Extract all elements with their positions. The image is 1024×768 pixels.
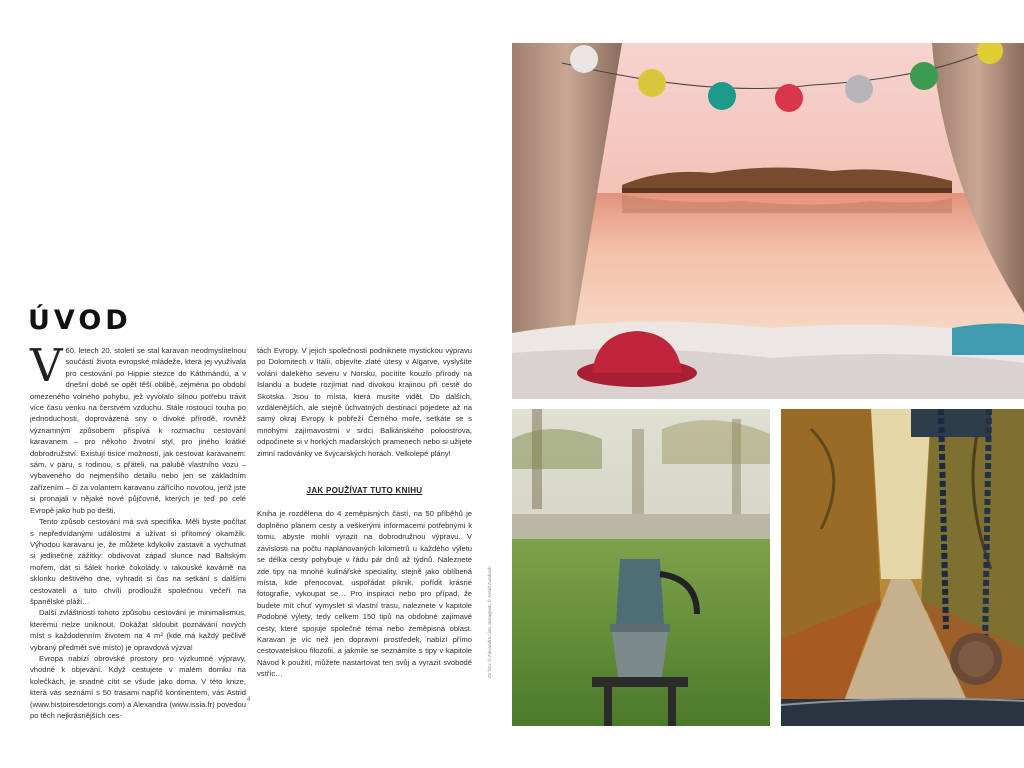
section-title: ÚVOD (28, 305, 132, 336)
photo-credits: Ze foto: © Alexandra Lian, Instagram, © Astrid Zumbach (487, 566, 492, 678)
intro-paragraph-text: 60. letech 20. století se stal karavan neodmyslitelnou součástí života evropské mládeže, která jej využívala pro cestování po Hippie stezce do Káthmándú, a v dnešní době se opět těší oblibě, zejména po období omezeného volného pohybu, jež vyvolalo silnou potřebu trávit více času venku na čerstvém vzduchu. Stále rostoucí touha po jednoduchosti, doprovázená sny o divoké přírodě, rovněž významným způsobem přispívá k rozmachu cestování karavanem – pro někoho životní styl, pro jiného krátké dobrodružství. Existují tisíce možností, jak cestovat karavanem: sám, v páru, s rodinou, s přáteli, na palubě vlastního vozu – vybaveného do nejmenšího detailu nebo jen se základním zařízením – či za volantem karavanu zářícího novotou, jenž jste si pronajali v nějaké nové půjčovně, kterých je teď po celé Evropě jako hub po dešti. (30, 346, 246, 515)
page-number: 4 (247, 697, 251, 703)
dropcap: V (30, 339, 63, 392)
photo-autumn-forest-road (781, 409, 1024, 726)
paragraph: Další zvláštností tohoto způsobu cestování je minimalismus, kterému nelze uniknout. Dokážat skloubit poznávání nových míst s každodenním životem na 4 m² (kde má každý pečlivě vybraný předmět své místo) je opravdová výzva! (30, 608, 246, 652)
paragraph: tách Evropy. V jejich společnosti podniknete mystickou výpravu po Dolomitech v Itálii, objevíte zlaté útesy v Algarve, vyslyšíte volání dalekého severu v Norsku, pocítíte kouzlo přírody na Islandu a budete rozjímat nad divokou krajinou při cestě do Skotska. Jsou to místa, která musíte vidět. Do dalších, vzdálenějších, ale stejně úchvatných destinací pojedete až na samý okraj Evropy k pobřeží Černého moře, setkáte se s mnohými zajímavostmi v srdci Balkánského poloostrova, odpočinete si v horkých maďarských pramenech nebo si užijete zimní radovánky ve švýcarských horách. Velkolepé plány! (257, 346, 472, 458)
paragraph: Kniha je rozdělena do 4 zeměpisných částí, na 50 příběhů je doplněno plánem cesty a veškerými informacemi potřebnými k tomu, abyste mohli vyrazit na dobrodružnou výpravu. V závislosti na počtu naplánovaných kilometrů u každého výletu se délka cesty pohybuje v řádu pár dnů až týdnů. Naleznete zde tipy na mnohé kulinářské speciality, stejně jako oblíbená místa, kde přenocovat, uspořádat piknik, pořídit krásné fotografie, vykoupat se… Pro inspiraci nebo pro případ, že budete mít chuť vymyslet si vlastní trasu, naleznete v kapitole Podobné výlety, tedy celkem 150 tipů na obdobné zajímavé cesty, které spojuje společné téma nebo zeměpisná oblast. Karavan je víc než jen dopravní prostředek, nabízí přímo cestovatelskou filozofii, a jakmile se seznámíte s tipy v kapitole Návod k použití, můžete nastartovat ten svůj a vyrazit svobodě vstříc… (257, 509, 472, 679)
text-column-right (257, 345, 472, 680)
text-column-left (30, 339, 246, 721)
paragraph: Evropa nabízí obrovské prostory pro výzkumné výpravy, vhodné k objevání. Když cestujete v malém domku na kolečkách, je snadné cítit se všude jako doma. V této knize, která vás seznámí s 50 trasami napříč kontinentem, vás Astrid (www.histoiresdetongs.com) a Alexandra (www.issia.fr) povedou po těch nejkrásnějších ces- (30, 653, 246, 720)
intro-paragraph (30, 339, 246, 516)
subheading: JAK POUŽÍVAT TUTO KNIHU (306, 486, 423, 496)
photo-moka-pot-meadow (512, 409, 770, 726)
paragraph: Tento způsob cestování má svá specifika. Měli byste počítat s nepředvídanými událostmi a užívat si přítomný okamžik. Výhodou karavanu je, že můžete kdykoliv zastavit a vychutnat si jedinečné zážitky: obdivovat západ slunce nad Baltským mořem, dát si šálek horké čokolády v rakouské kavárně na sklonku deštivého dne, vyhradit si čas na setkání s dalšími cestovateli a tuto chvíli prodloužit společnou večeří na španělské pláži… (30, 517, 246, 606)
photo-van-lake-sunset (512, 43, 1024, 399)
